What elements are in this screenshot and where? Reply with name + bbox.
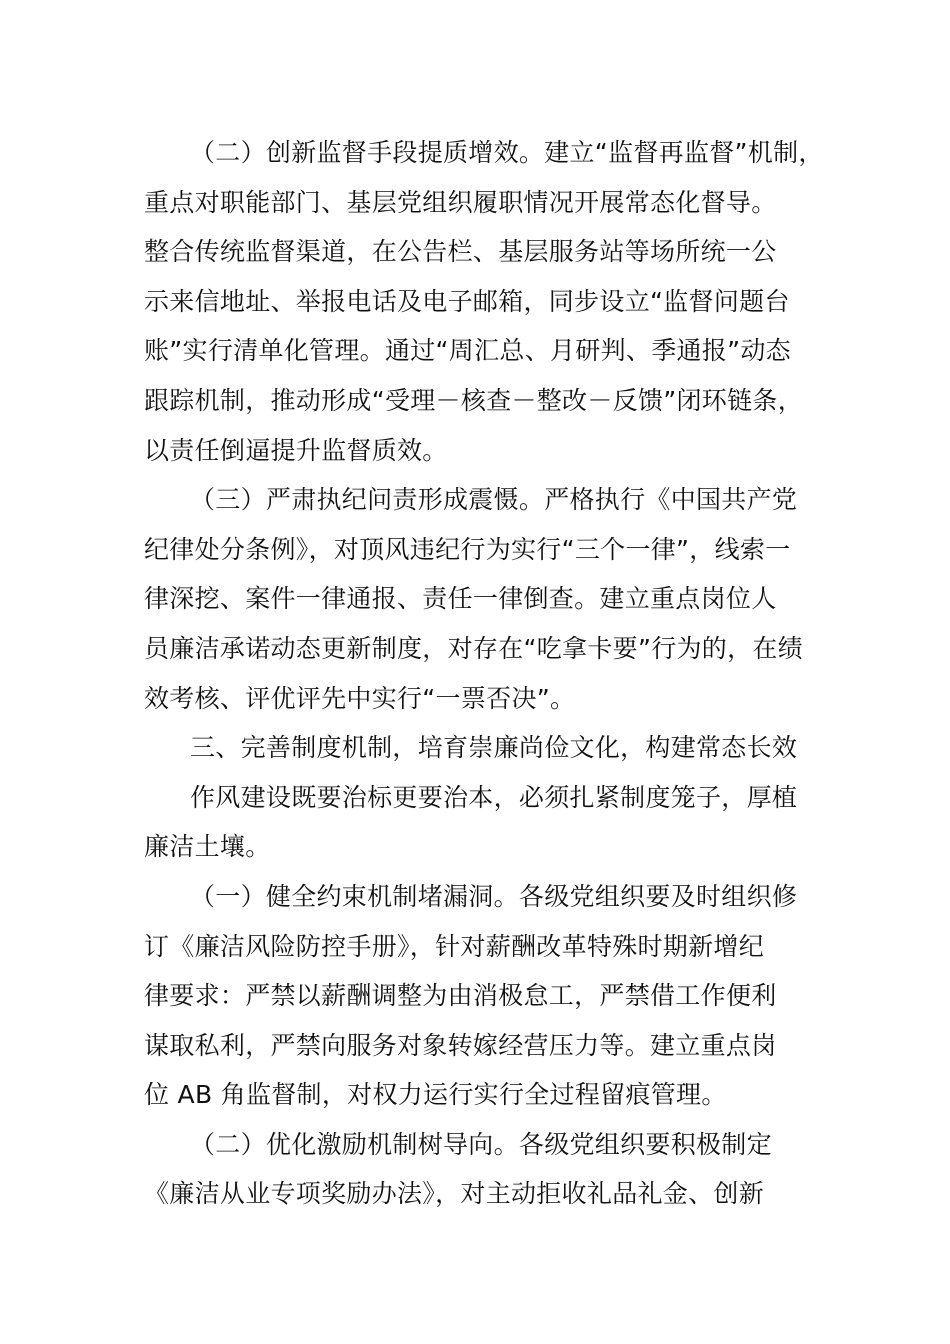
text-line: 作风建设既要治标更要治本，必须扎紧制度笼子，厚植	[190, 782, 798, 812]
text-line: 廉洁土壤。	[144, 832, 271, 862]
text-line: （三）严肃执纪问责形成震慑。严格执行《中国共产党	[190, 485, 798, 515]
text-line: （二）创新监督手段提质增效。建立“监督再监督”机制，	[190, 138, 824, 167]
document-body	[144, 128, 824, 1219]
text-line: 跟踪机制，推动形成“受理－核查－整改－反馈”闭环链条，	[144, 385, 804, 415]
text-line: 效考核、评优评先中实行“一票否决”。	[144, 683, 576, 713]
text-line: 账”实行清单化管理。通过“周汇总、月研判、季通报”动态	[144, 336, 791, 366]
text-line: 员廉洁承诺动态更新制度，对存在“吃拿卡要”行为的，在绩	[144, 633, 804, 663]
paragraph-supervision-innovation	[144, 128, 824, 475]
section-heading: 三、完善制度机制，培育崇廉尚俭文化，构建常态长效	[190, 733, 798, 763]
text-line: （二）优化激励机制树导向。各级党组织要积极制定	[190, 1129, 772, 1159]
paragraph-incentive-mechanism	[144, 1120, 808, 1219]
text-line: 订《廉洁风险防控手册》，针对薪酬改革特殊时期新增纪	[144, 931, 765, 961]
text-line: 谋取私利，严禁向服务对象转嫁经营压力等。建立重点岗	[144, 1030, 777, 1060]
text-line: 律深挖、案件一律通报、责任一律倒查。建立重点岗位人	[144, 584, 777, 614]
paragraph-discipline-accountability	[144, 475, 808, 723]
text-line: （一）健全约束机制堵漏洞。各级党组织要及时组织修	[190, 881, 798, 911]
text-line: 位 AB 角监督制，对权力运行实行全过程留痕管理。	[144, 1080, 727, 1110]
paragraph-constraint-mechanism	[144, 872, 808, 1120]
text-line: 以责任倒逼提升监督质效。	[144, 435, 448, 465]
text-line: 重点对职能部门、基层党组织履职情况开展常态化督导。	[144, 187, 777, 217]
paragraph-section-intro	[144, 773, 808, 872]
section-heading-three	[144, 723, 808, 773]
text-line: 《廉洁从业专项奖励办法》，对主动拒收礼品礼金、创新	[144, 1179, 765, 1209]
text-line: 纪律处分条例》，对顶风违纪行为实行“三个一律”，线索一	[144, 534, 791, 564]
text-line: 整合传统监督渠道，在公告栏、基层服务站等场所统一公	[144, 237, 777, 267]
text-line: 示来信地址、举报电话及电子邮箱，同步设立“监督问题台	[144, 286, 790, 316]
text-line: 律要求：严禁以薪酬调整为由消极怠工，严禁借工作便利	[144, 981, 777, 1011]
